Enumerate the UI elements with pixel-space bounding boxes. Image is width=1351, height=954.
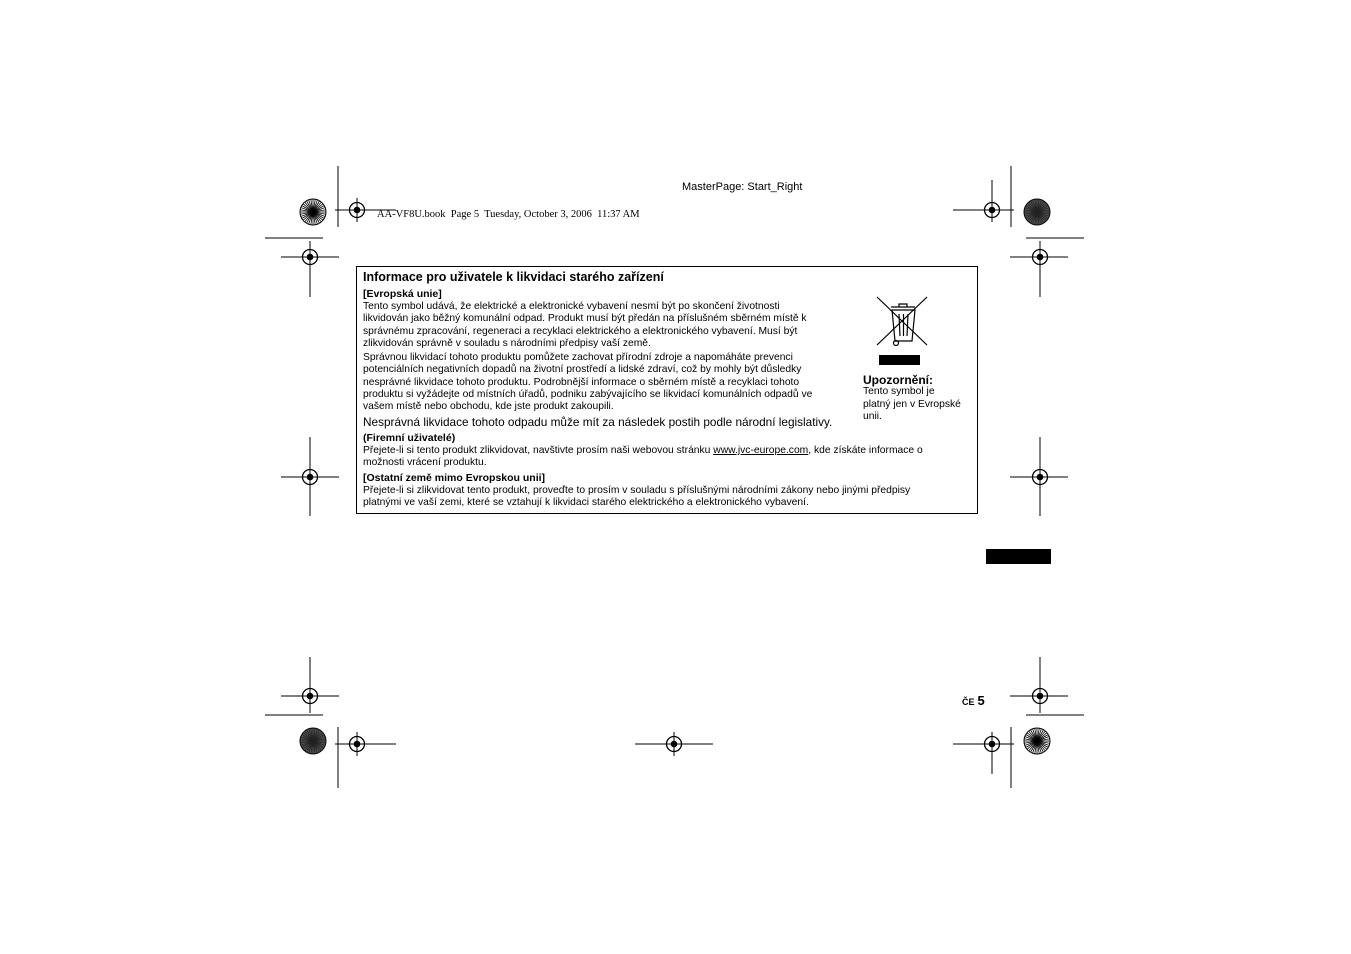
starburst-target-icon	[1024, 199, 1050, 225]
thumb-index-tab	[986, 549, 1051, 564]
page-number-value: 5	[977, 693, 985, 708]
crosshair-registration-mark-icon	[298, 245, 322, 269]
starburst-target-icon	[300, 199, 326, 225]
crosshair-registration-mark-icon	[345, 732, 369, 756]
page-number	[962, 692, 985, 710]
crosshair-registration-mark-icon	[298, 465, 322, 489]
crosshair-registration-mark-icon	[1028, 245, 1052, 269]
eu-heading: [Evropská unie]	[363, 288, 442, 300]
crosshair-registration-mark-icon	[662, 732, 686, 756]
crosshair-registration-mark-icon	[298, 684, 322, 708]
business-paragraph: Přejete-li si tento produkt zlikvidovat, navštivte prosím naši webovou stránku www.jvc-europe.com, kde získáte informace o možnosti vrácení produktu.	[363, 445, 923, 469]
other-countries-heading: [Ostatní země mimo Evropskou unii]	[363, 472, 546, 484]
eu-paragraph-2: Správnou likvidací tohoto produktu pomůžete zachovat přírodní zdroje a napomáháte prevenci potenciálních negativních dopadů na životní prostředí a lidské zdraví, což by mohly být důsledky nesprávné likvidace tohoto produktu. Podrobnější informace o sběrném místě a recyklaci tohoto produktu si vyžádejte od místních úřadů, podniku zabývajícího se likvidací komunálních odpadů ve vašem místě nebo obchodu, kde jste produkt zakoupili.	[363, 352, 813, 413]
side-note-text: Tento symbol je platný jen v Evropské unii.	[863, 386, 961, 422]
business-heading: (Firemní uživatelé)	[363, 432, 456, 444]
book-info-line: AA-VF8U.book Page 5 Tuesday, October 3, 2006 11:37 AM	[377, 209, 640, 220]
crossed-out-wheelie-bin-icon	[875, 295, 931, 369]
crosshair-registration-mark-icon	[1028, 465, 1052, 489]
eu-paragraph-3: Nesprávná likvidace tohoto odpadu může mít za následek postih podle národní legislativy.	[363, 415, 833, 429]
crosshair-registration-mark-icon	[980, 732, 1004, 756]
jvc-europe-link[interactable]: www.jvc-europe.com	[713, 445, 809, 456]
master-page-label: MasterPage: Start_Right	[682, 181, 803, 193]
crosshair-registration-mark-icon	[1028, 684, 1052, 708]
crosshair-registration-mark-icon	[980, 198, 1004, 222]
notice-title: Informace pro uživatele k likvidaci starého zařízení	[363, 270, 664, 284]
disposal-notice-box	[356, 266, 978, 514]
language-code: ČE	[962, 697, 975, 707]
starburst-target-icon	[1024, 728, 1050, 754]
other-countries-paragraph: Přejete-li si zlikvidovat tento produkt, proveďte to prosím v souladu s příslušnými národními zákony nebo jinými předpisy platnými ve vaší zemi, které se vztahují k likvidaci starého elektrického a elektronického vybavení.	[363, 485, 911, 509]
eu-paragraph-1: Tento symbol udává, že elektrické a elektronické vybavení nesmí být po skončení životnosti likvidován jako běžný komunální odpad. Produkt musí být předán na příslušném sběrném místě k správnému zpracování, regeneraci a recyklaci elektrického a elektronického vybavení. Musí být zlikvidován správně v souladu s národními předpisy vaší země.	[363, 301, 807, 349]
starburst-target-icon	[300, 728, 326, 754]
crosshair-registration-mark-icon	[345, 198, 369, 222]
side-note-heading: Upozornění:	[863, 373, 933, 387]
